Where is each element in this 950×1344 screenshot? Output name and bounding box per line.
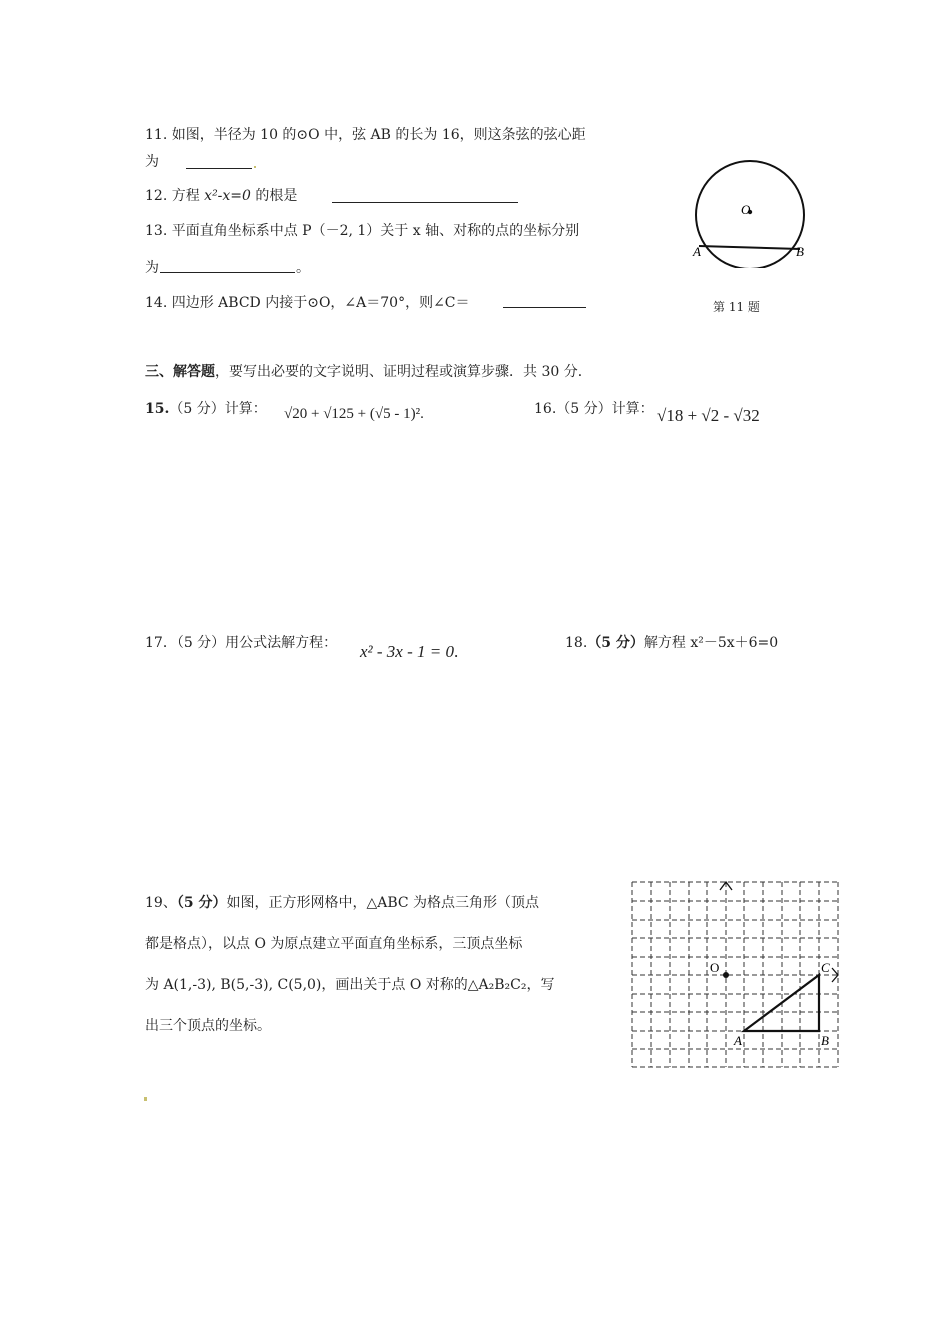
q16-prompt: 16.（5 分）计算：: [534, 401, 654, 417]
q17-expr: x² - 3x - 1 = 0: [360, 642, 454, 661]
q12-suffix: 的根是: [250, 188, 298, 204]
q19-line4: 出三个顶点的坐标。: [145, 1018, 271, 1034]
q19-line1-text: 如图，正方形网格中，△ABC 为格点三角形（顶点: [226, 895, 540, 911]
q15-expr: √20 + √125 + (√5 - 1)²: [284, 406, 421, 422]
label-a: A: [693, 244, 701, 259]
q13-line2-suffix: 。: [296, 260, 310, 276]
q19-line2: 都是格点），以点 O 为原点建立平面直角坐标系，三顶点坐标: [145, 936, 523, 952]
section-3-description: ，要写出必要的文字说明、证明过程或演算步骤．共 30 分．: [215, 364, 592, 380]
label-a: A: [734, 1033, 742, 1048]
q14-answer-blank[interactable]: [503, 307, 586, 308]
stray-dot-bottom: [144, 1097, 147, 1101]
q19-prefix: 19、: [145, 895, 177, 911]
label-o: O: [741, 202, 751, 217]
q13-line2-prefix: 为: [145, 260, 159, 276]
q12-answer-blank[interactable]: [332, 202, 518, 203]
label-b: B: [821, 1033, 829, 1048]
q13-line1: 13. 平面直角坐标系中点 P（－2, 1）关于 x 轴、对称的点的坐标分别: [145, 223, 580, 239]
q17-tail: .: [453, 642, 459, 661]
q15-tail: .: [420, 406, 424, 422]
q19-line1: [145, 892, 539, 912]
q11-line1: 11. 如图，半径为 10 的⊙O 中，弦 AB 的长为 16，则这条弦的弦心距: [145, 127, 586, 143]
label-origin: O: [710, 960, 720, 975]
label-b: B: [796, 244, 804, 259]
q13-answer-blank[interactable]: [160, 272, 295, 273]
origin-point: [723, 972, 729, 978]
q15-text: （5 分）计算：: [169, 401, 267, 417]
q15-number: 15.: [145, 401, 170, 417]
figure-11-circle-diagram: [680, 158, 820, 268]
figure-19-grid-diagram: [628, 878, 842, 1072]
section-3-title: 三、解答题: [145, 364, 215, 380]
q15-prompt: [145, 398, 267, 418]
q16-expression: √18 + √2 - √32: [657, 406, 760, 425]
q18-number: 18.: [565, 635, 588, 651]
label-c: C: [821, 960, 830, 975]
q12-prefix: 12. 方程: [145, 188, 205, 204]
q18-score: （5 分）: [587, 635, 644, 651]
q12-equation: x²-x=0: [204, 188, 251, 204]
q11-line2: 为: [145, 154, 159, 170]
q18-text: 解方程 x²－5x＋6=0: [643, 635, 779, 651]
q14-text: 14. 四边形 ABCD 内接于⊙O，∠A＝70°，则∠C＝: [145, 295, 470, 311]
q11-answer-blank[interactable]: [186, 168, 252, 169]
figure-11-caption: 第 11 题: [713, 300, 760, 314]
q19-line3: 为 A(1,-3), B(5,-3), C(5,0)，画出关于点 O 对称的△A₂B₂C₂，写: [145, 977, 555, 993]
q15-expression: [284, 406, 424, 423]
q18-prompt: [565, 632, 778, 652]
q17-expression: [360, 642, 458, 662]
chord-ab: [699, 246, 800, 249]
q17-prompt: 17．（5 分）用公式法解方程：: [145, 635, 338, 651]
section-3-heading: [145, 361, 592, 381]
q12-text: [145, 185, 297, 205]
q19-score: （5 分）: [176, 895, 227, 911]
q11-stray-dot: [254, 166, 256, 168]
